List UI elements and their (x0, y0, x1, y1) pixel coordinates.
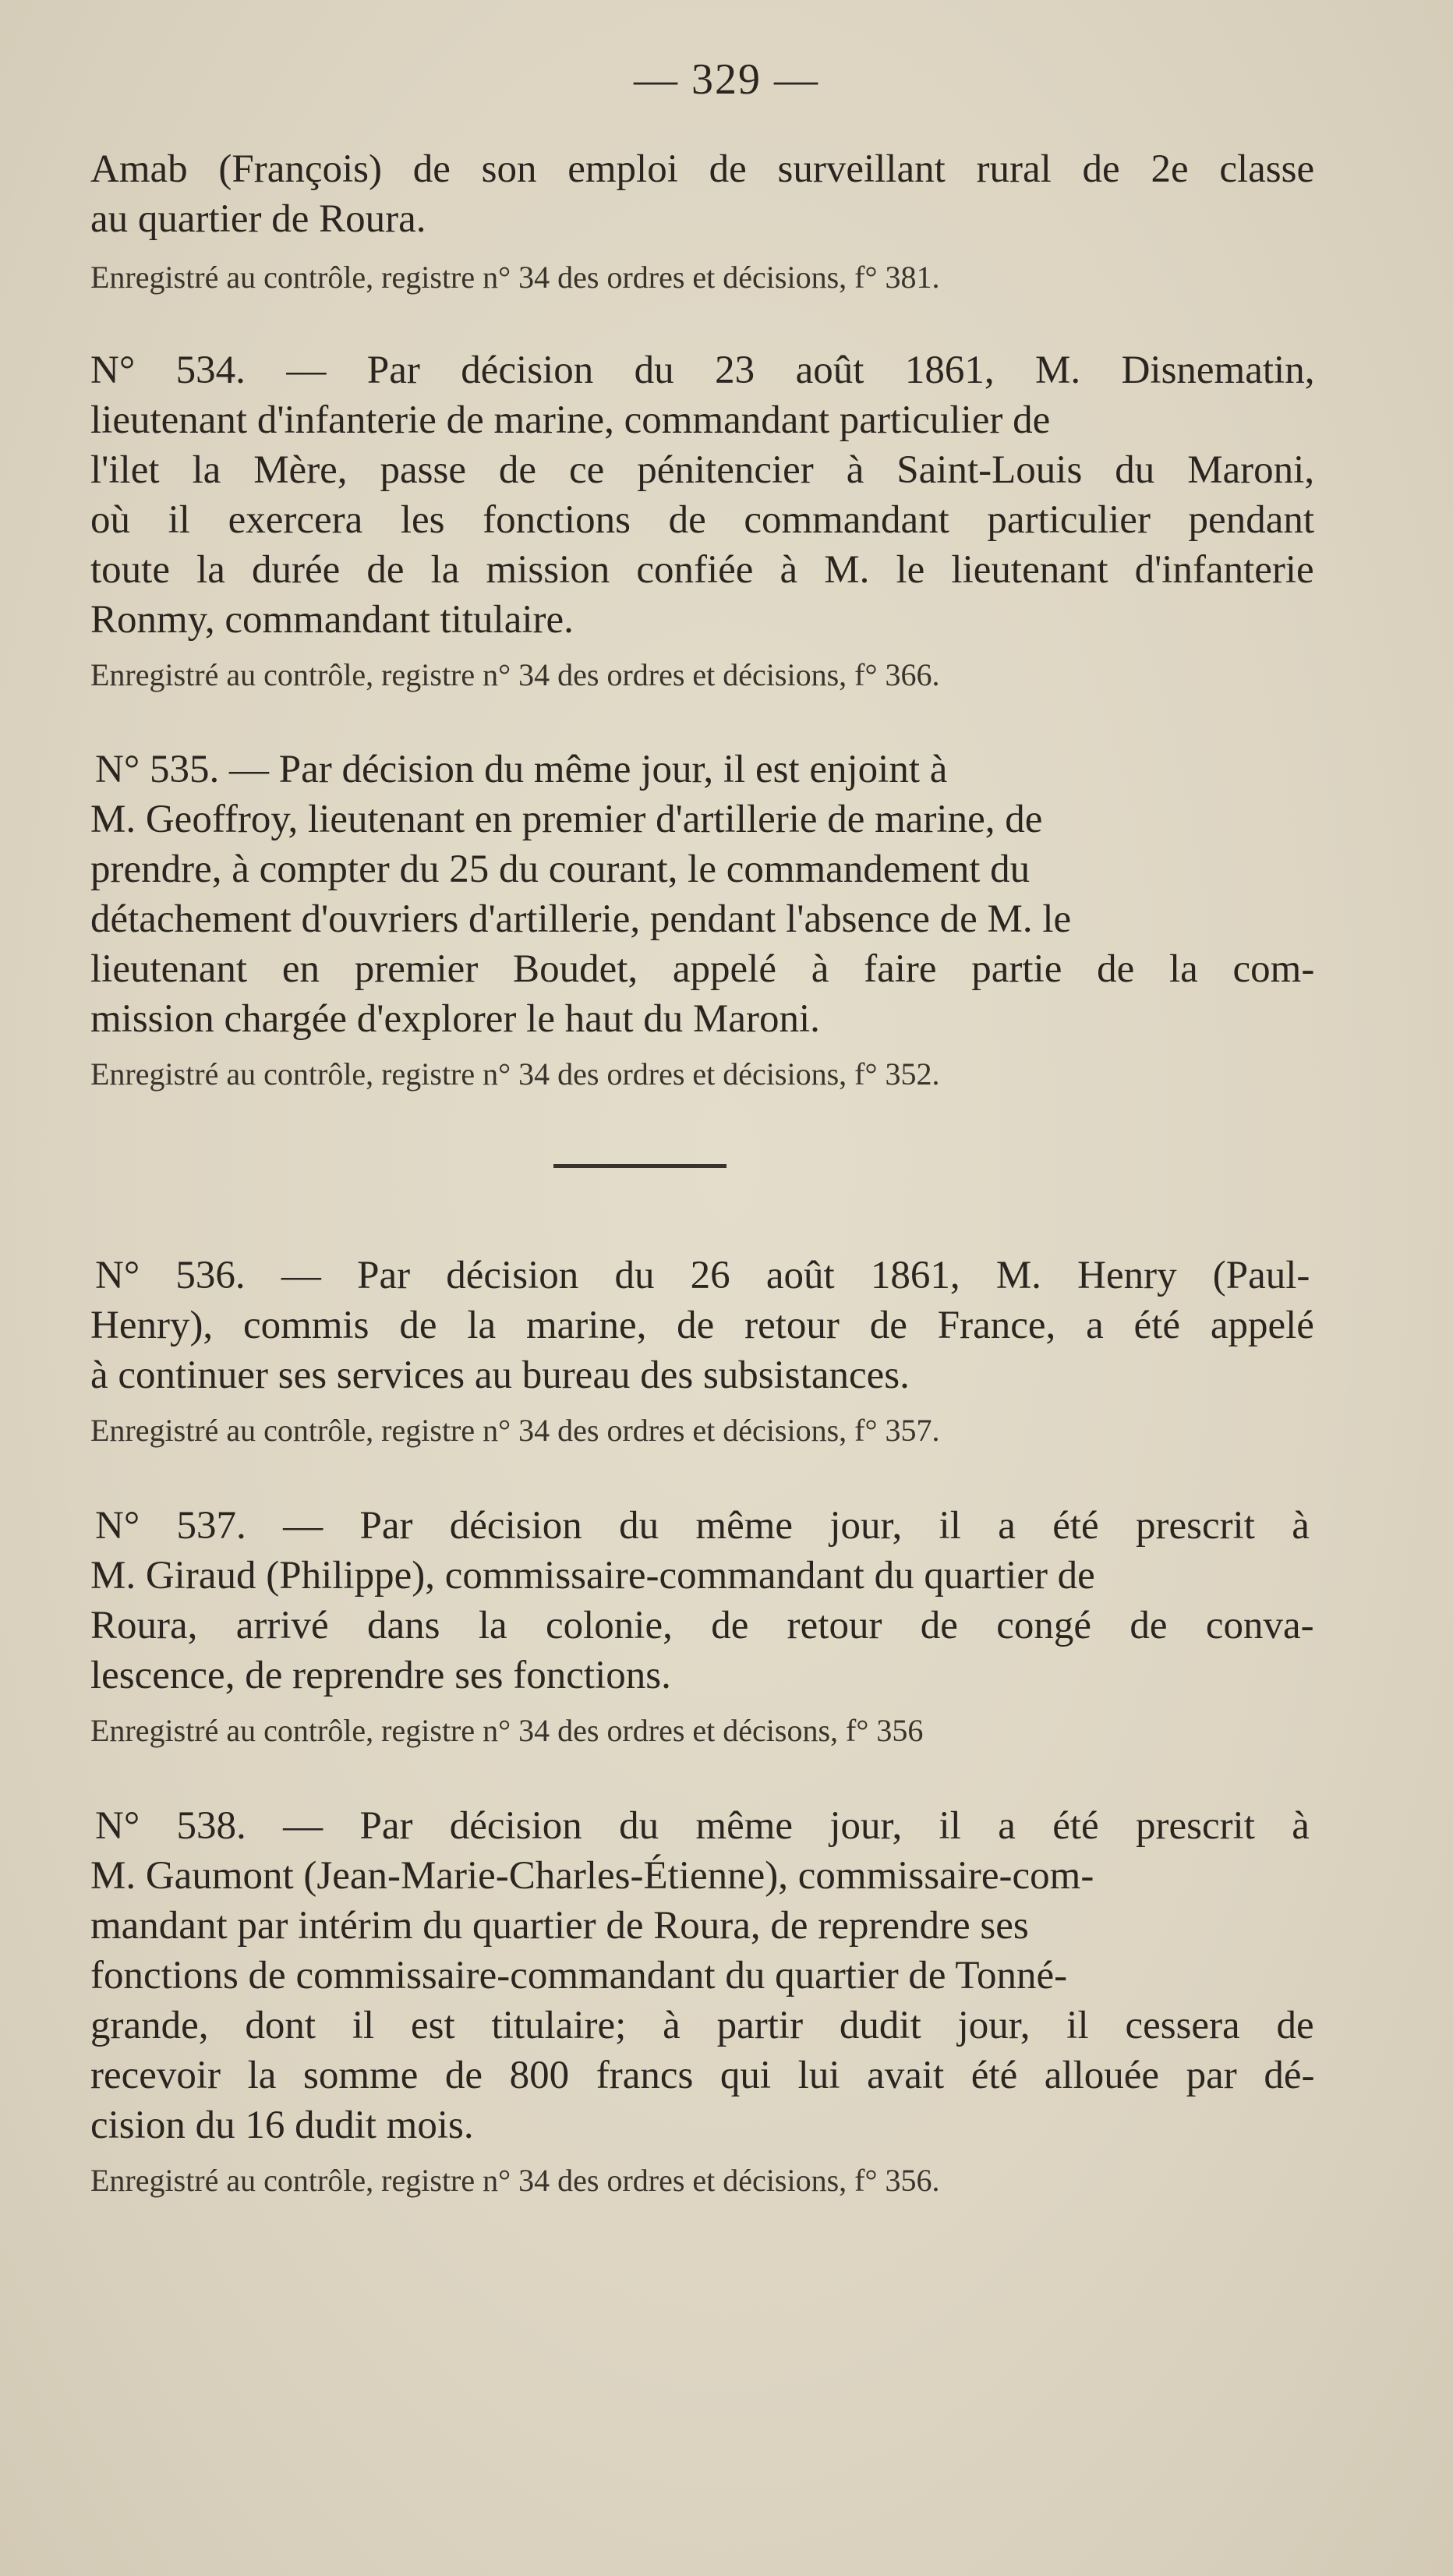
text-line: M. Gaumont (Jean-Marie-Charles-Étienne), commissaire-com- (90, 1854, 1094, 1898)
text-line: M. Giraud (Philippe), commissaire-commandant du quartier de (90, 1554, 1095, 1598)
text-line: Ronmy, commandant titulaire. (90, 598, 574, 642)
entry-text (90, 1251, 1314, 1400)
text-line: N° 535. — Par décision du même jour, il est enjoint à (95, 748, 948, 791)
text-line: lieutenant en premier Boudet, appelé à faire partie de la com- (90, 947, 1315, 991)
entry-534 (90, 345, 1314, 695)
entry-text (90, 745, 1314, 1044)
registration-note: Enregistré au contrôle, registre n° 34 des ordres et décisions, f° 352. (90, 1056, 940, 1092)
text-line: N° 534. — Par décision du 23 août 1861, M. Disnematin, (90, 349, 1315, 392)
entry-continuation (90, 144, 1314, 297)
text-line: M. Geoffroy, lieutenant en premier d'artillerie de marine, de (90, 798, 1043, 841)
text-line: recevoir la somme de 800 francs qui lui avait été allouée par dé- (90, 2054, 1315, 2097)
entry-538 (90, 1801, 1314, 2200)
entry-text (90, 144, 1314, 244)
text-line: N° 538. — Par décision du même jour, il a été prescrit à (95, 1804, 1310, 1848)
text-line: prendre, à compter du 25 du courant, le commandement du (90, 847, 1031, 891)
text-line: à continuer ses services au bureau des subsistances. (90, 1353, 910, 1397)
text-line: l'ilet la Mère, passe de ce pénitencier à Saint-Louis du Maroni, (90, 448, 1315, 492)
registration-note: Enregistré au contrôle, registre n° 34 des ordres et décisions, f° 366. (90, 657, 940, 692)
registration-note: Enregistré au contrôle, registre n° 34 des ordres et décisions, f° 381. (90, 260, 940, 295)
text-line: Roura, arrivé dans la colonie, de retour de congé de conva- (90, 1604, 1314, 1647)
text-line: où il exercera les fonctions de commandant particulier pendant (90, 498, 1314, 542)
text-line: toute la durée de la mission confiée à M. le lieutenant d'infanterie (90, 548, 1314, 592)
text-line: mandant par intérim du quartier de Roura, de reprendre ses (90, 1904, 1029, 1948)
page-number: — 329 — (634, 55, 819, 104)
text-line: N° 537. — Par décision du même jour, il a été prescrit à (95, 1504, 1310, 1548)
text-line: fonctions de commissaire-commandant du quartier de Tonné- (90, 1954, 1068, 1997)
entry-537 (90, 1501, 1314, 1750)
registration-note: Enregistré au contrôle, registre n° 34 des ordres et décisions, f° 356. (90, 2163, 940, 2198)
text-line: détachement d'ouvriers d'artillerie, pendant l'absence de M. le (90, 897, 1072, 941)
text-line: N° 536. — Par décision du 26 août 1861, M. Henry (Paul- (95, 1254, 1310, 1297)
text-line: lescence, de reprendre ses fonctions. (90, 1654, 671, 1697)
text-line: Henry), commis de la marine, de retour de France, a été appelé (90, 1304, 1314, 1347)
entry-text (90, 1801, 1314, 2150)
entry-text (90, 1501, 1314, 1700)
entry-536 (90, 1251, 1314, 1450)
entry-535 (90, 745, 1314, 1094)
text-line: au quartier de Roura. (90, 197, 426, 241)
section-divider (553, 1164, 726, 1168)
entry-text (90, 345, 1314, 645)
text-line: grande, dont il est titulaire; à partir dudit jour, il cessera de (90, 2004, 1314, 2047)
text-line: mission chargée d'explorer le haut du Maroni. (90, 997, 820, 1041)
text-line: lieutenant d'infanterie de marine, commandant particulier de (90, 398, 1051, 442)
registration-note: Enregistré au contrôle, registre n° 34 des ordres et décisons, f° 356 (90, 1713, 924, 1748)
text-line: Amab (François) de son emploi de surveillant rural de 2e classe (90, 147, 1315, 191)
text-line: cision du 16 dudit mois. (90, 2104, 474, 2147)
registration-note: Enregistré au contrôle, registre n° 34 des ordres et décisions, f° 357. (90, 1413, 940, 1448)
